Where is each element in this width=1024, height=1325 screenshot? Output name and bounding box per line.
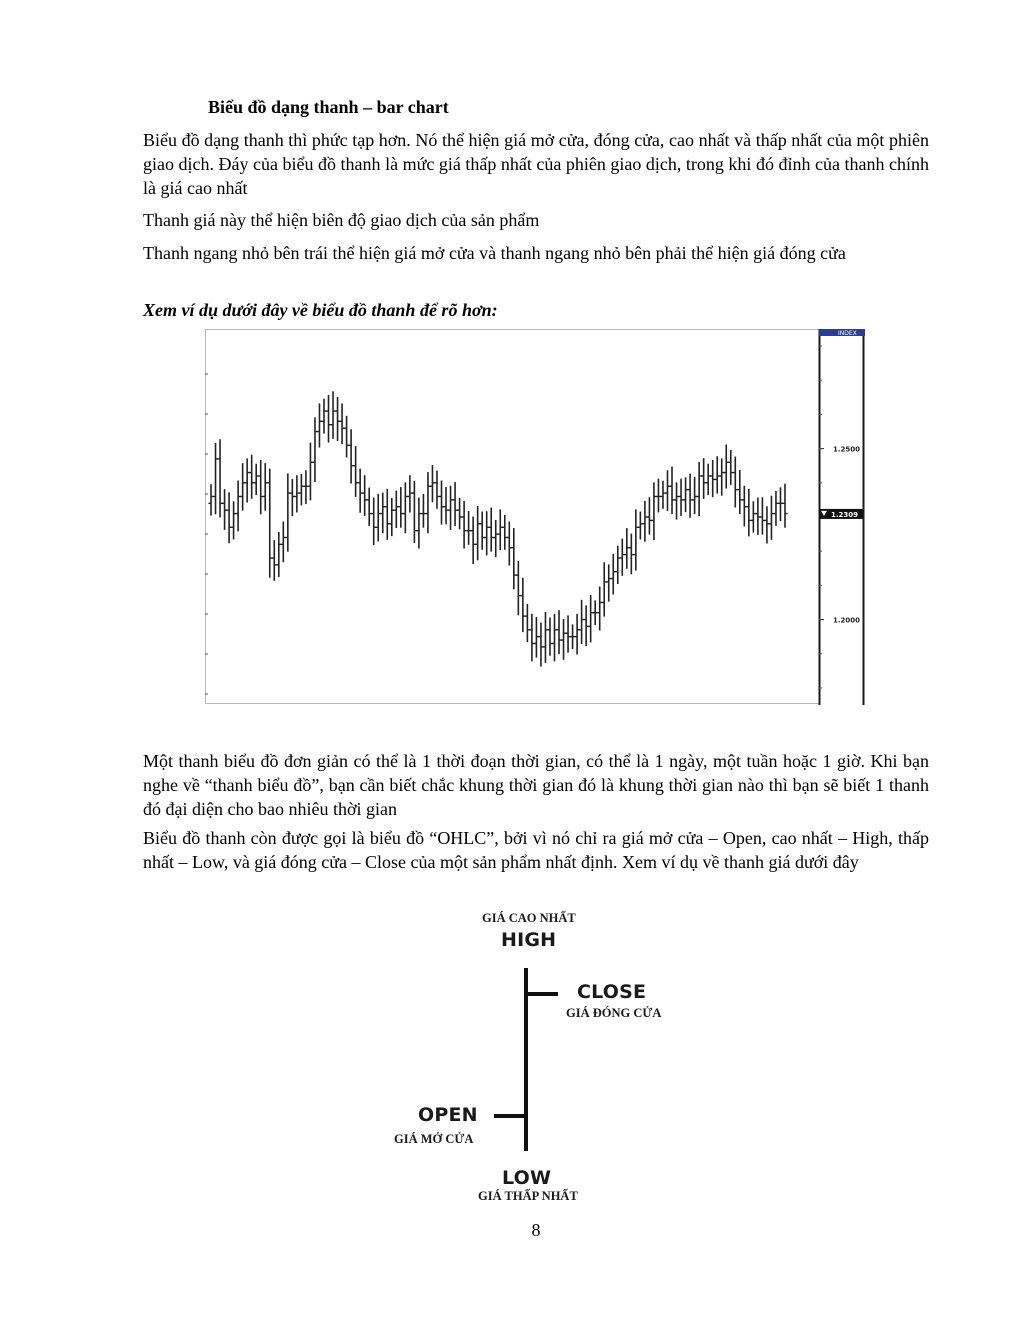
current-price-label: 1.2309: [831, 510, 859, 519]
paragraph-1: Biểu đồ dạng thanh thì phức tạp hơn. Nó thể hiện giá mở cửa, đóng cửa, cao nhất và thấp nhất của một phiên giao dịch. Đáy của biểu đồ thanh là mức giá thấp nhất của phiên giao dịch, trong khi đó đỉnh của thanh chính là giá cao nhất: [143, 130, 929, 198]
close-vi-label: GIÁ ĐÓNG CỬA: [566, 1006, 662, 1020]
bar-chart-image: [205, 329, 865, 705]
plot-area: [206, 330, 820, 704]
low-vi-label: GIÁ THẤP NHẤT: [478, 1189, 578, 1203]
paragraph-3: Thanh ngang nhỏ bên trái thể hiện giá mở cửa và thanh ngang nhỏ bên phải thể hiện giá đóng cửa: [143, 243, 846, 263]
high-vi-label: GIÁ CAO NHẤT: [482, 911, 576, 925]
open-tick: [494, 1114, 524, 1118]
y-tick-label: 1.2500: [833, 445, 861, 454]
paragraph-5: Biểu đồ thanh còn được gọi là biểu đồ “OHLC”, bởi vì nó chỉ ra giá mở cửa – Open, cao nhất – High, thấp nhất – Low, và giá đóng cửa – Close của một sản phẩm nhất định. Xem ví dụ về thanh giá dưới đây: [143, 828, 929, 872]
page-number: 8: [531, 1220, 541, 1240]
low-label: LOW: [502, 1167, 552, 1189]
open-label: OPEN: [418, 1104, 478, 1126]
close-tick: [528, 992, 558, 996]
open-vi-label: GIÁ MỞ CỬA: [394, 1132, 474, 1146]
close-label: CLOSE: [577, 981, 647, 1003]
high-label: HIGH: [501, 929, 557, 951]
bar-chart: [205, 329, 865, 705]
paragraph-4: Một thanh biểu đồ đơn giản có thể là 1 thời đoạn thời gian, có thể là 1 ngày, một tuần hoặc 1 giờ. Khi bạn nghe về “thanh biểu đồ”, bạn cần biết chắc khung thời gian đó là khung thời gian nào thì bạn sẽ biết 1 thanh đó đại diện cho bao nhiêu thời gian: [143, 751, 929, 819]
ohlc-diagram: [380, 905, 700, 1210]
example-intro: Xem ví dụ dưới đây về biểu đồ thanh để rõ hơn:: [143, 300, 498, 320]
paragraph-2: Thanh giá này thể hiện biên độ giao dịch của sản phẩm: [143, 210, 540, 230]
index-label: INDEX: [838, 330, 857, 337]
section-heading: Biểu đồ dạng thanh – bar chart: [208, 97, 449, 117]
y-tick-label: 1.2000: [833, 616, 861, 625]
